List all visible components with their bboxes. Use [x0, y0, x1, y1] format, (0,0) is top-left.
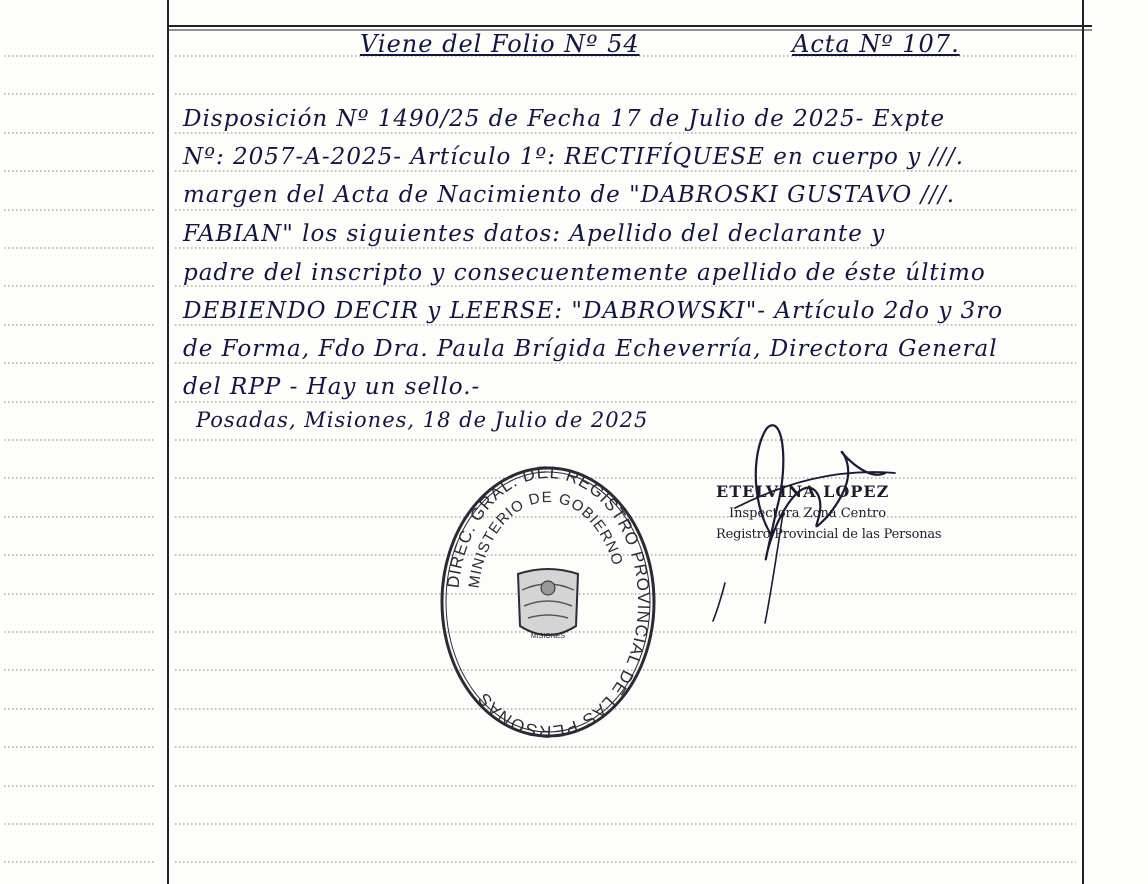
emblem-label: MISIONES — [530, 633, 566, 640]
seal-outer-text: DIREC. GRAL. DEL REGISTRO PROVINCIAL DE LAS PERSONAS — [443, 466, 654, 738]
official-name: ETELVINA LOPEZ — [716, 482, 890, 501]
body-line-8: del RPP - Hay un sello.- — [183, 374, 481, 400]
official-stamp — [716, 484, 946, 541]
body-line-3: margen del Acta de Nacimiento de "DABROSKI GUSTAVO ///. — [183, 182, 956, 208]
body-line-2: Nº: 2057-A-2025- Artículo 1º: RECTIFÍQUESE en cuerpo y ///. — [183, 144, 965, 170]
seal-inner-text: MINISTERIO DE GOBIERNO — [465, 488, 627, 590]
closing-place-date: Posadas, Misiones, 18 de Julio de 2025 — [196, 408, 649, 432]
body-line-7: de Forma, Fdo Dra. Paula Brígida Echeverría, Directora General — [183, 336, 998, 362]
official-title: Inspectora Zona Centro — [729, 506, 887, 521]
official-registry: Registro Provincial de las Personas — [716, 527, 942, 542]
acta-number: Acta Nº 107. — [792, 30, 960, 58]
body-line-1: Disposición Nº 1490/25 de Fecha 17 de Julio de 2025- Expte — [183, 106, 946, 132]
official-seal — [438, 466, 658, 738]
body-line-5: padre del inscripto y consecuentemente apellido de éste último — [183, 260, 986, 286]
body-line-6: DEBIENDO DECIR y LEERSE: "DABROWSKI"- Artículo 2do y 3ro — [183, 298, 1004, 324]
body-line-4: FABIAN" los siguientes datos: Apellido del declarante y — [183, 221, 886, 247]
provincial-emblem — [518, 569, 578, 640]
viene-del-folio: Viene del Folio Nº 54 — [360, 30, 640, 58]
